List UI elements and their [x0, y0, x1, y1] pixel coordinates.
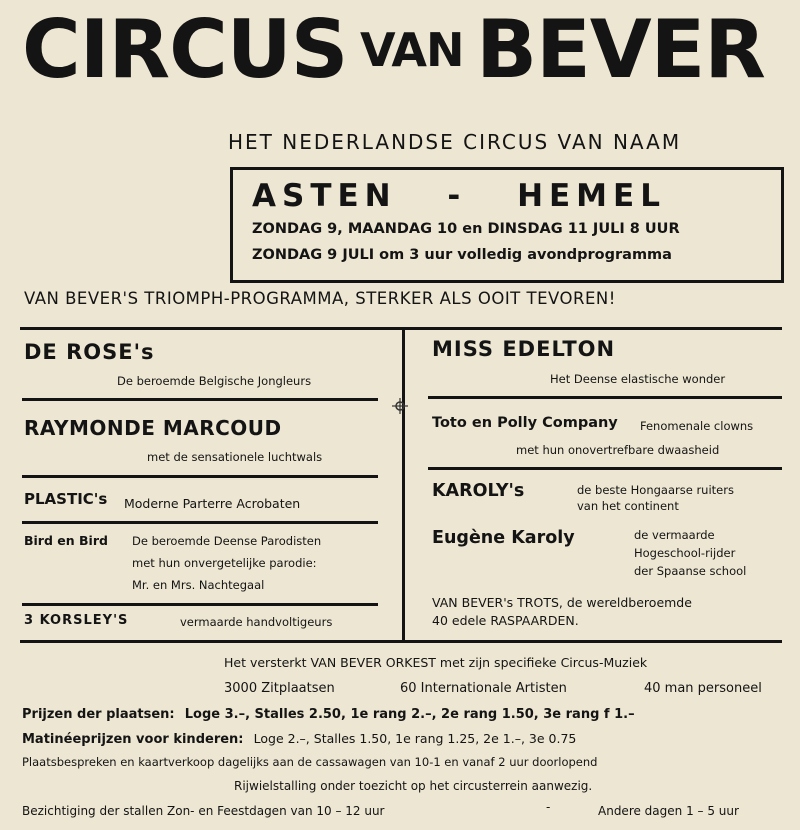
- prices-line: [22, 707, 635, 722]
- act-bird-name: Bird en Bird: [24, 533, 108, 548]
- town-separator: -: [447, 178, 467, 214]
- orchestra-line: Het versterkt VAN BEVER ORKEST met zijn specifieke Circus-Muziek: [224, 655, 648, 670]
- act-eugene-name: Eugène Karoly: [432, 528, 575, 548]
- town-right: HEMEL: [517, 178, 666, 214]
- trots-line-1: VAN BEVER's TROTS, de wereldberoemde: [432, 595, 692, 610]
- left-divider-1: [22, 398, 378, 401]
- title-word-circus: CIRCUS: [22, 3, 348, 96]
- act-toto-desc-1: Fenomenale clowns: [640, 419, 754, 433]
- title-word-bever: BEVER: [476, 3, 765, 96]
- matinee-line: [22, 731, 576, 747]
- right-divider-1: [428, 396, 782, 399]
- act-korsley-desc: vermaarde handvoltigeurs: [180, 615, 333, 629]
- act-toto-desc-2: met hun onovertrefbare dwaasheid: [516, 443, 720, 457]
- tagline: VAN BEVER'S TRIOMPH-PROGRAMMA, STERKER ALS OOIT TEVOREN!: [24, 289, 616, 308]
- act-eugene-desc-2: Hogeschool-rijder: [634, 546, 736, 560]
- act-eugene-desc-3: der Spaanse school: [634, 564, 747, 578]
- town-names: [252, 178, 666, 214]
- left-divider-2: [22, 475, 378, 478]
- trots-line-2: 40 edele RASPAARDEN.: [432, 613, 579, 628]
- dates-line-1: ZONDAG 9, MAANDAG 10 en DINSDAG 11 JULI 8 UUR: [252, 221, 680, 237]
- stables-right: Andere dagen 1 – 5 uur: [598, 804, 739, 818]
- act-karoly-name: KAROLY's: [432, 481, 525, 501]
- program-center-rule: [402, 327, 405, 640]
- title-word-van: VAN: [359, 23, 464, 77]
- act-korsley-name: 3 KORSLEY'S: [24, 613, 129, 628]
- act-edelton-desc: Het Deense elastische wonder: [550, 372, 726, 386]
- act-raymonde-name: RAYMONDE MARCOUD: [24, 416, 282, 440]
- act-rose-name: DE ROSE's: [24, 340, 155, 364]
- program-bottom-rule: [20, 640, 782, 643]
- town-left: ASTEN: [252, 178, 397, 214]
- bicycles-line: Rijwielstalling onder toezicht op het circusterrein aanwezig.: [234, 779, 593, 793]
- matinee-values: Loge 2.–, Stalles 1.50, 1e rang 1.25, 2e 1.–, 3e 0.75: [253, 731, 577, 746]
- artists-count: 60 Internationale Artisten: [400, 681, 567, 696]
- booking-line: Plaatsbespreken en kaartverkoop dagelijks aan de cassawagen van 10-1 en vanaf 2 uur doorlopend: [22, 755, 598, 769]
- act-karoly-desc-2: van het continent: [577, 499, 679, 513]
- poster-title: [22, 0, 765, 100]
- matinee-label: Matinéeprijzen voor kinderen:: [22, 732, 244, 747]
- act-bird-desc-1: De beroemde Deense Parodisten: [132, 534, 322, 548]
- act-plastic-name: PLASTIC's: [24, 490, 108, 508]
- left-divider-4: [22, 603, 378, 606]
- stables-separator: -: [546, 800, 551, 814]
- act-eugene-desc-1: de vermaarde: [634, 528, 715, 542]
- crosshair-mark-icon: [392, 398, 408, 414]
- seats-count: 3000 Zitplaatsen: [224, 681, 335, 696]
- act-bird-desc-3: Mr. en Mrs. Nachtegaal: [132, 578, 265, 592]
- left-divider-3: [22, 521, 378, 524]
- act-toto-name: Toto en Polly Company: [432, 415, 618, 431]
- act-karoly-desc-1: de beste Hongaarse ruiters: [577, 483, 734, 497]
- act-edelton-name: MISS EDELTON: [432, 337, 616, 361]
- program-top-rule: [20, 327, 782, 330]
- right-divider-2: [428, 467, 782, 470]
- staff-count: 40 man personeel: [644, 681, 762, 696]
- act-raymonde-desc: met de sensationele luchtwals: [147, 450, 323, 464]
- prices-label: Prijzen der plaatsen:: [22, 707, 175, 722]
- prices-values: Loge 3.–, Stalles 2.50, 1e rang 2.–, 2e rang 1.50, 3e rang f 1.–: [184, 707, 635, 722]
- subtitle: HET NEDERLANDSE CIRCUS VAN NAAM: [228, 130, 682, 154]
- act-bird-desc-2: met hun onvergetelijke parodie:: [132, 556, 317, 570]
- stables-left: Bezichtiging der stallen Zon- en Feestdagen van 10 – 12 uur: [22, 804, 385, 818]
- act-plastic-desc: Moderne Parterre Acrobaten: [124, 496, 301, 511]
- dates-line-2: ZONDAG 9 JULI om 3 uur volledig avondprogramma: [252, 247, 672, 263]
- act-rose-desc: De beroemde Belgische Jongleurs: [117, 374, 312, 388]
